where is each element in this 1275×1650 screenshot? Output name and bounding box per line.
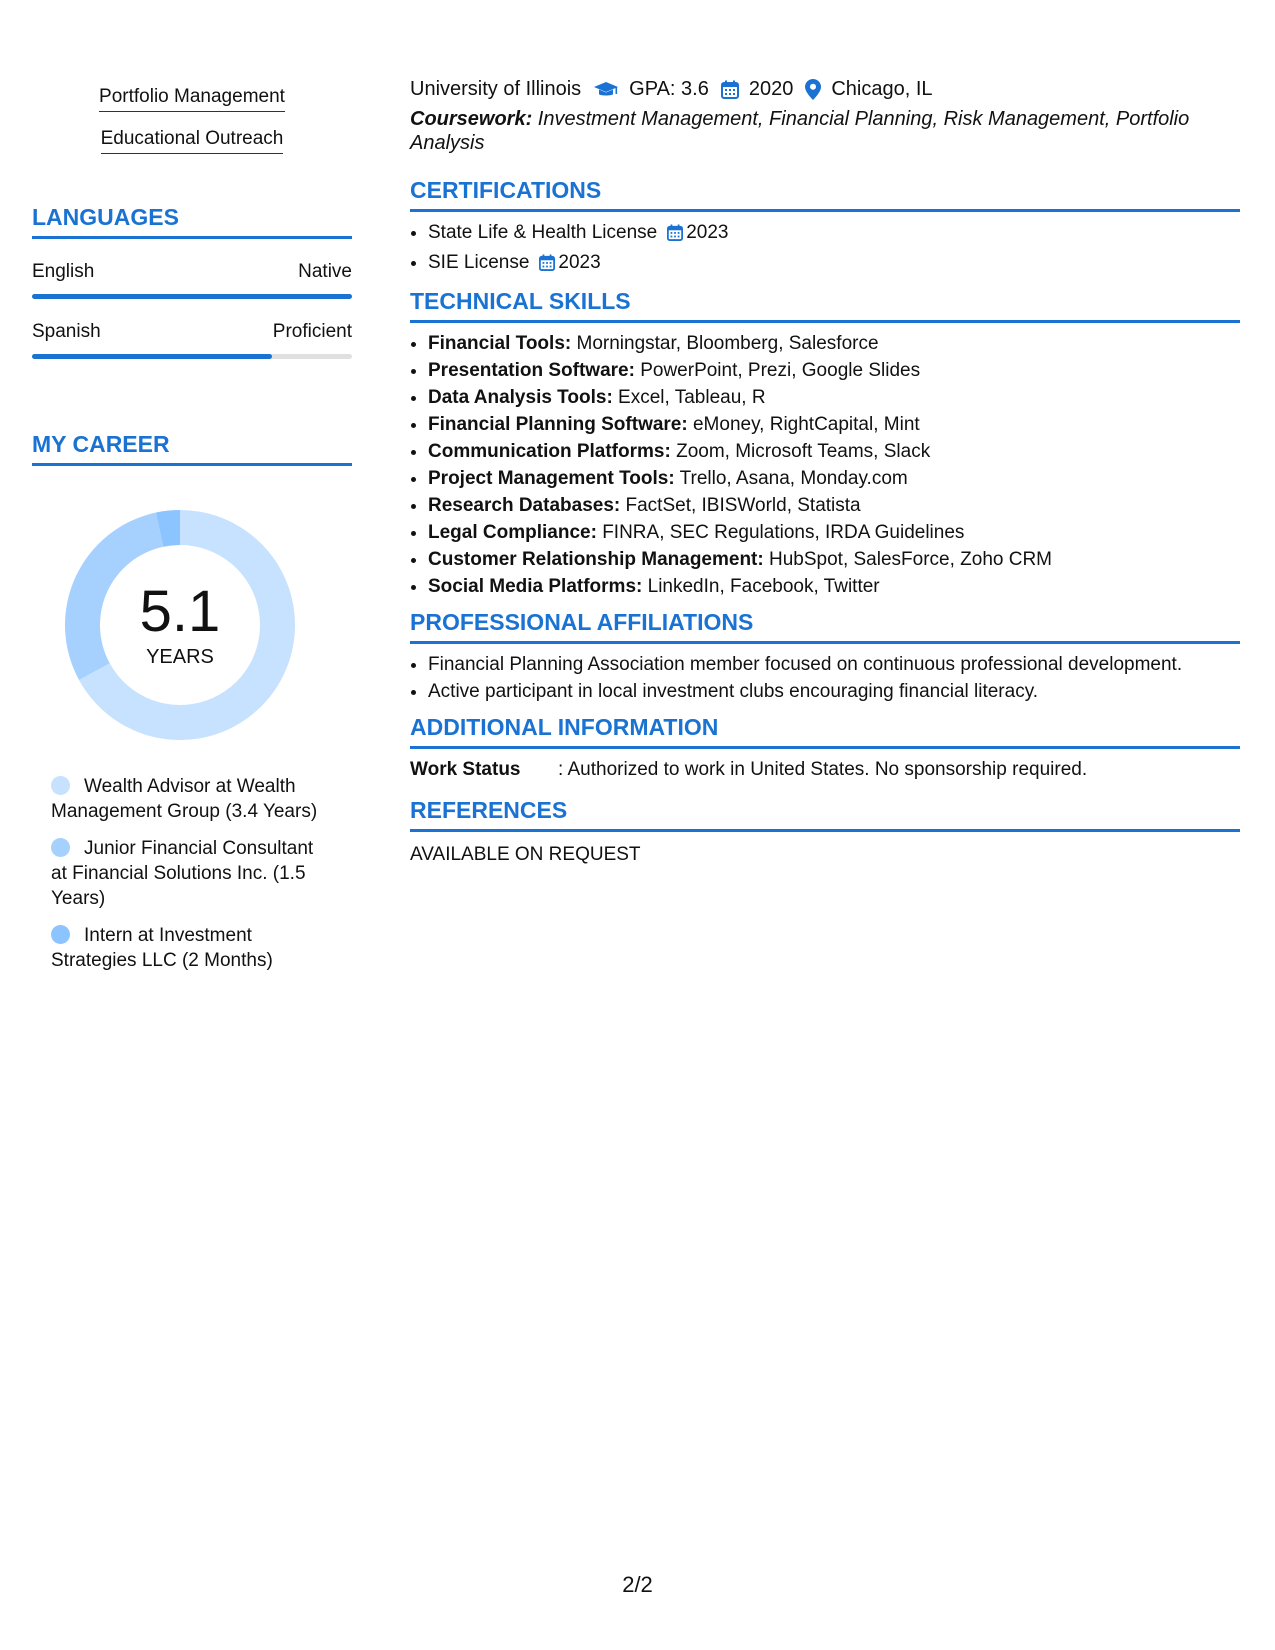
- graduation-year: 2020: [748, 78, 794, 100]
- skill-tag: Portfolio Management: [32, 86, 352, 112]
- additional-info-heading: ADDITIONAL INFORMATION: [410, 714, 1240, 749]
- language-level: Native: [298, 261, 352, 282]
- certification-item: • SIE License 2023: [428, 252, 1240, 276]
- coursework: Coursework: Investment Management, Financial Planning, Risk Management, Portfolio Analysis: [410, 108, 1190, 154]
- language-item: [32, 321, 352, 359]
- technical-skills-list: [410, 333, 1240, 597]
- work-status-value: : Authorized to work in United States. No sponsorship required.: [558, 759, 1088, 780]
- location-pin-icon: [805, 79, 821, 100]
- gpa: GPA: 3.6: [629, 78, 709, 100]
- technical-skill-item: • Data Analysis Tools: Excel, Tableau, R: [428, 387, 1240, 408]
- technical-skills-heading: TECHNICAL SKILLS: [410, 288, 1240, 323]
- technical-skill-item: • Financial Tools: Morningstar, Bloomberg, Salesforce: [428, 333, 1240, 354]
- affiliations-heading: PROFESSIONAL AFFILIATIONS: [410, 609, 1240, 644]
- technical-skill-item: • Legal Compliance: FINRA, SEC Regulations, IRDA Guidelines: [428, 522, 1240, 543]
- technical-skill-item: • Communication Platforms: Zoom, Microsoft Teams, Slack: [428, 441, 1240, 462]
- technical-skill-item: • Financial Planning Software: eMoney, RightCapital, Mint: [428, 414, 1240, 435]
- work-status-row: [410, 759, 1240, 781]
- legend-dot: [51, 838, 70, 857]
- career-legend-item: Wealth Advisor at Wealth Management Group (3.4 Years): [51, 776, 318, 822]
- language-proficiency-bar: [32, 354, 352, 359]
- languages-heading: LANGUAGES: [32, 204, 352, 239]
- legend-dot: [51, 776, 70, 795]
- references-text: AVAILABLE ON REQUEST: [410, 844, 641, 865]
- affiliation-item: • Financial Planning Association member focused on continuous professional development.: [428, 654, 1240, 675]
- language-level: Proficient: [272, 321, 352, 342]
- certification-item: • State Life & Health License 2023: [428, 222, 1240, 246]
- career-unit: YEARS: [146, 646, 214, 668]
- school-location: Chicago, IL: [831, 78, 933, 100]
- technical-skill-item: • Presentation Software: PowerPoint, Prezi, Google Slides: [428, 360, 1240, 381]
- language-name: Spanish: [32, 321, 101, 342]
- page-number: 2/2: [622, 1572, 653, 1597]
- technical-skill-item: • Project Management Tools: Trello, Asana, Monday.com: [428, 468, 1240, 489]
- calendar-icon: [721, 80, 739, 99]
- calendar-icon: [539, 254, 555, 276]
- language-name: English: [32, 261, 95, 282]
- language-item: [32, 261, 352, 299]
- career-legend-item: Junior Financial Consultant at Financial Solutions Inc. (1.5 Years): [51, 838, 314, 909]
- school-name: University of Illinois: [410, 78, 582, 100]
- language-proficiency-bar: [32, 294, 352, 299]
- legend-dot: [51, 925, 70, 944]
- technical-skill-item: • Research Databases: FactSet, IBISWorld, Statista: [428, 495, 1240, 516]
- left-column: [32, 86, 352, 985]
- career-legend-item: Intern at Investment Strategies LLC (2 Months): [51, 925, 273, 971]
- certifications-heading: CERTIFICATIONS: [410, 177, 1240, 212]
- career-heading: MY CAREER: [32, 431, 352, 466]
- career-donut: [65, 510, 295, 740]
- education-line: [410, 78, 1240, 101]
- career-total-years: 5.1: [139, 579, 221, 644]
- affiliations-list: [410, 654, 1240, 702]
- right-column: [410, 78, 1240, 866]
- skill-tag: Educational Outreach: [32, 128, 352, 154]
- affiliation-item: • Active participant in local investment clubs encouraging financial literacy.: [428, 681, 1240, 702]
- technical-skill-item: • Customer Relationship Management: HubSpot, SalesForce, Zoho CRM: [428, 549, 1240, 570]
- work-status-label: Work Status: [410, 759, 521, 780]
- references-heading: REFERENCES: [410, 797, 1240, 832]
- graduation-cap-icon: [593, 81, 619, 99]
- calendar-icon: [667, 224, 683, 246]
- language-proficiency-fill: [32, 354, 272, 359]
- language-proficiency-fill: [32, 294, 352, 299]
- certifications-list: [410, 222, 1240, 276]
- career-legend: [51, 774, 321, 973]
- technical-skill-item: • Social Media Platforms: LinkedIn, Facebook, Twitter: [428, 576, 1240, 597]
